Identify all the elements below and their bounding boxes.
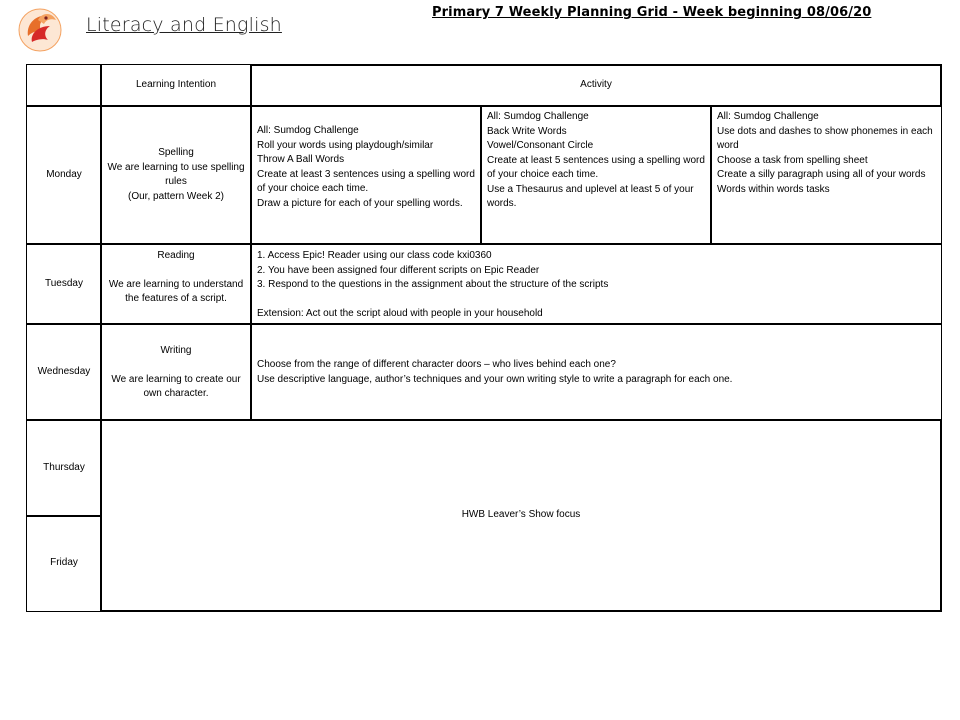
monday-activity-1: All: Sumdog Challenge Roll your words using playdough/similar Throw A Ball Words Create at least 3 sentences using a spelling word of your choice each time. Draw a picture for each of your spelling words. <box>250 105 482 245</box>
page-title: Primary 7 Weekly Planning Grid - Week beginning 08/06/20 <box>432 5 872 20</box>
hwb-focus-text: HWB Leaver’s Show focus <box>461 509 581 521</box>
day-friday-label: Friday <box>50 557 78 569</box>
tuesday-intention <box>100 243 252 325</box>
subject-title: Literacy and English <box>86 14 282 36</box>
day-thursday <box>26 419 102 517</box>
day-thursday-label: Thursday <box>43 461 85 473</box>
hwb-focus-cell <box>100 419 942 612</box>
tuesday-intention-text: We are learning to understand the features of a script. <box>108 278 244 304</box>
day-wednesday <box>26 323 102 421</box>
learning-intention-header-label: Learning Intention <box>135 79 217 91</box>
tuesday-intention-title: Reading <box>157 250 195 261</box>
monday-activity-3: All: Sumdog Challenge Use dots and dashes to show phonemes in each word Choose a task from spelling sheet Create a silly paragraph using all of your words Words within words tasks <box>710 105 942 245</box>
corner-cell <box>26 64 102 107</box>
wednesday-intention <box>100 323 252 421</box>
wednesday-intention-title: Writing <box>160 345 192 356</box>
tuesday-activity-text: 1. Access Epic! Reader using our class code kxi0360 2. You have been assigned four different scripts on Epic Reader 3. Respond to the questions in the assignment about the structure of the scripts <box>257 250 609 290</box>
day-tuesday <box>26 243 102 325</box>
wednesday-activity: Choose from the range of different character doors – who lives behind each one? Use descriptive language, author’s techniques and your own writing style to write a paragraph for each one. <box>250 323 942 421</box>
day-wednesday-label: Wednesday <box>37 365 91 377</box>
activity-header-label: Activity <box>580 79 612 91</box>
monday-activity-2: All: Sumdog Challenge Back Write Words Vowel/Consonant Circle Create at least 5 sentences using a spelling word of your choice each time. Use a Thesaurus and uplevel at least 5 of your words. <box>480 105 712 245</box>
wednesday-intention-text: We are learning to create our own character. <box>111 373 241 399</box>
planning-grid <box>26 64 942 612</box>
day-tuesday-label: Tuesday <box>45 277 83 289</box>
tuesday-activity <box>250 243 942 325</box>
day-monday-label: Monday <box>46 168 82 180</box>
tuesday-extension: Extension: Act out the script aloud with people in your household <box>257 307 543 319</box>
day-monday <box>26 105 102 245</box>
school-logo-icon <box>16 6 64 52</box>
learning-intention-header <box>100 64 252 107</box>
activity-header <box>250 64 942 107</box>
monday-intention: Spelling We are learning to use spelling rules (Our, pattern Week 2) <box>100 105 252 245</box>
day-friday <box>26 515 102 612</box>
